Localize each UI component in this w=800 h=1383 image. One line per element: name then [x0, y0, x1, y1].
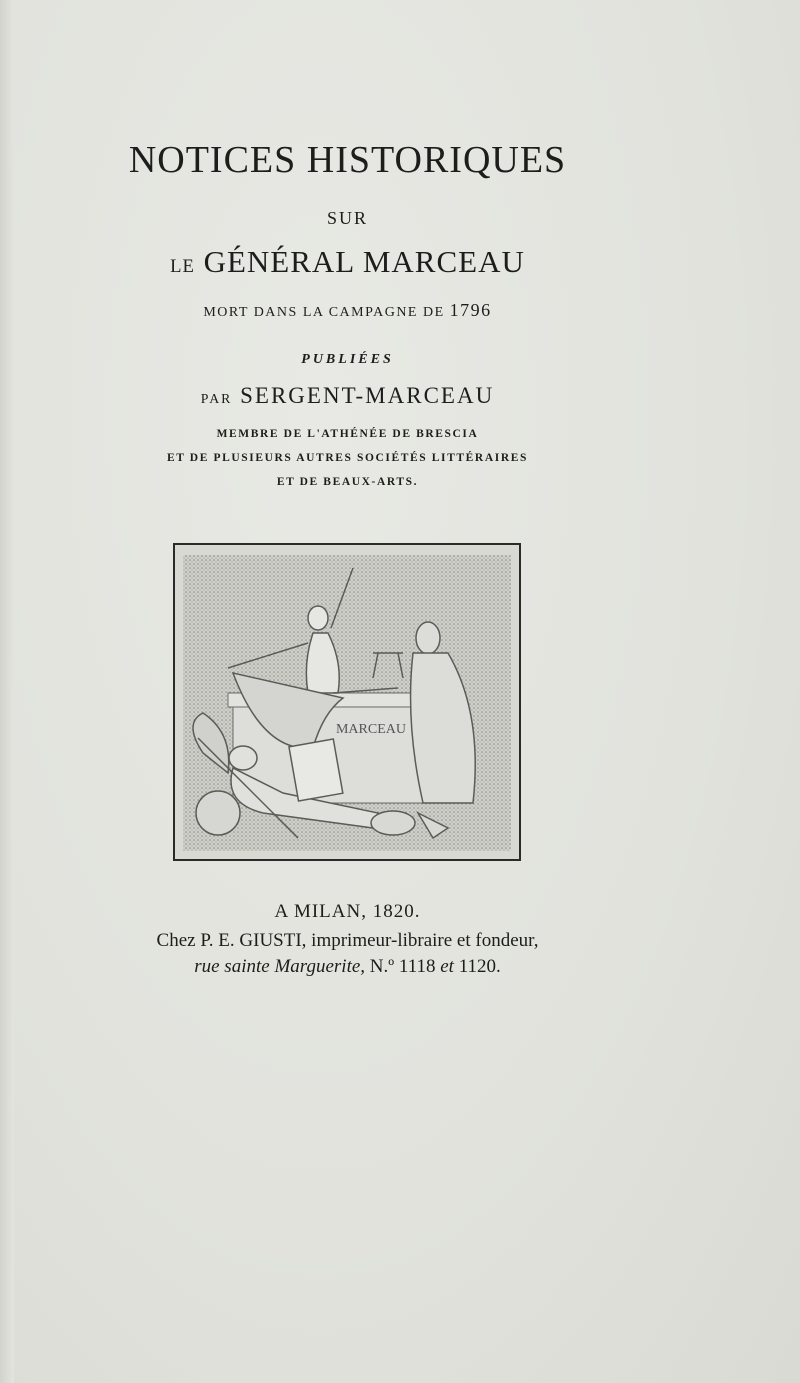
author-name: SERGENT-MARCEAU [240, 383, 495, 408]
page-edge [0, 0, 14, 1383]
author-credential: MEMBRE DE L'ATHÉNÉE DE BRESCIA [216, 428, 479, 440]
street-number-and: et [440, 956, 454, 977]
imprint-place: A MILAN, [274, 901, 367, 922]
altar-inscription: MARCEAU [335, 722, 407, 737]
death-year: 1796 [449, 300, 492, 320]
imprint-publisher [100, 930, 595, 952]
title-le: LE [170, 256, 195, 277]
street-number-prefix: N.º [369, 956, 395, 977]
book-title: NOTICES HISTORIQUES [128, 139, 567, 181]
imprint-place-year [100, 901, 595, 923]
author-credential: ET DE PLUSIEURS AUTRES SOCIÉTÉS LITTÉRAIRES [167, 452, 528, 464]
street-number: 1118 [398, 956, 436, 977]
title-subject [100, 244, 595, 280]
publisher-name: P. E. GIUSTI, [200, 930, 307, 951]
publisher-prefix: Chez [156, 930, 196, 951]
published-label: PUBLIÉES [301, 352, 394, 367]
author-line [100, 383, 595, 409]
author-par: PAR [200, 391, 233, 406]
death-note-text: MORT DANS LA CAMPAGNE DE [203, 305, 445, 320]
title-general-marceau: GÉNÉRAL MARCEAU [203, 244, 525, 279]
publisher-description: imprimeur-libraire et fondeur, [311, 930, 539, 951]
title-death-note [100, 300, 595, 321]
engraved-vignette [173, 543, 521, 861]
imprint-year: 1820. [372, 901, 421, 922]
title-sur: SUR [326, 208, 368, 228]
imprint-address [100, 956, 595, 978]
publisher-street: rue sainte Marguerite, [194, 956, 366, 977]
author-credential: ET DE BEAUX-ARTS. [276, 476, 419, 488]
street-number: 1120. [458, 956, 501, 977]
